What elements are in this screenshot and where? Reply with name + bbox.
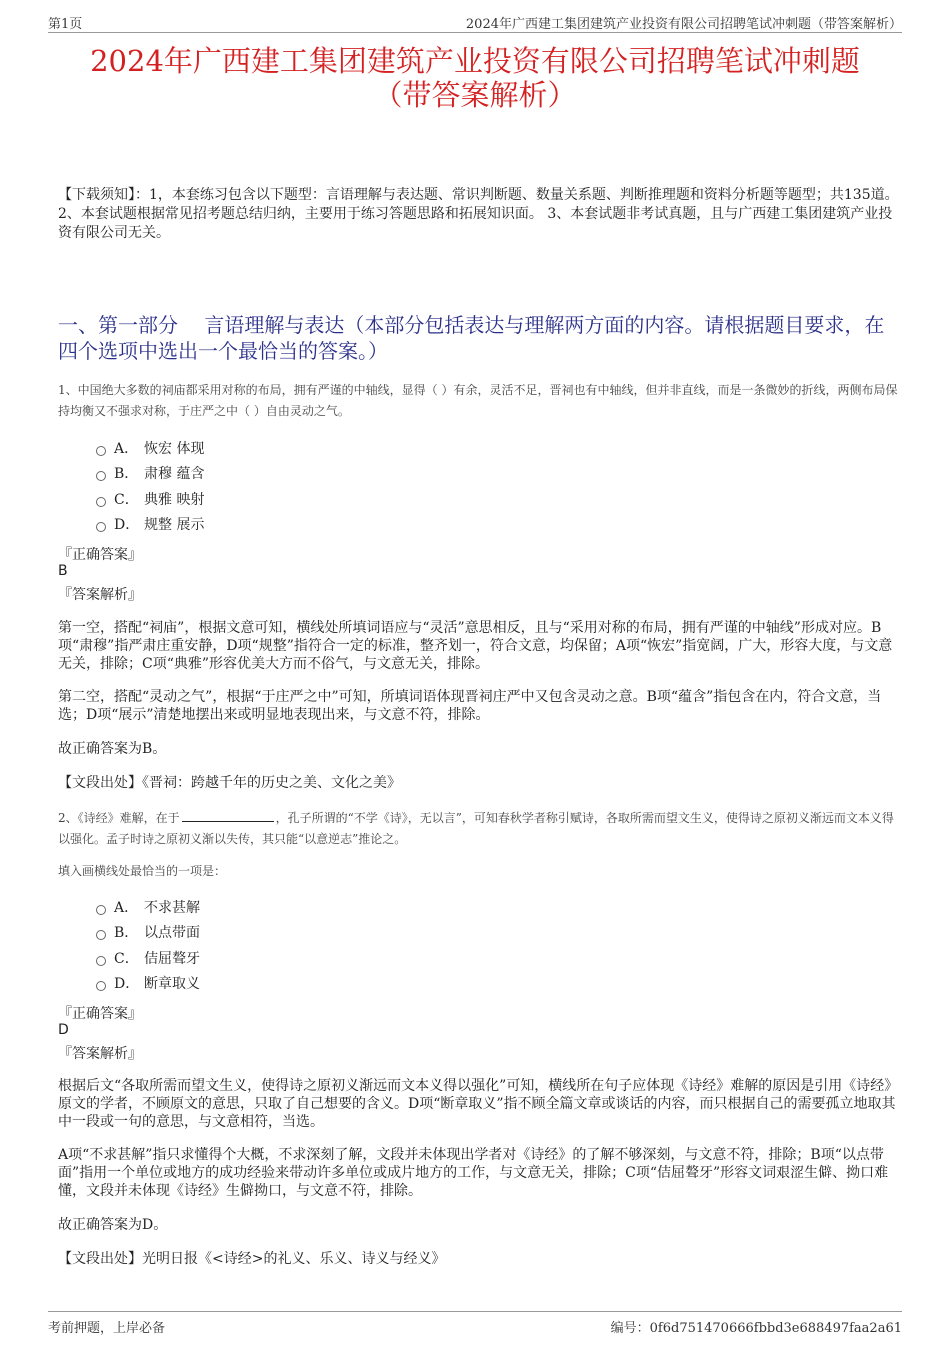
source-citation: 【文段出处】光明日报《<诗经>的礼义、乐义、诗义与经义》: [58, 1251, 446, 1267]
analysis-paragraph: A项“不求甚解”指只求懂得个大概，不求深刻了解，文段并未体现出学者对《诗经》的了解不够深刻，与文意不符，排除；B项“以点带面”指用一个单位或地方的成功经验来带动许多单位或成片地方的工作，与文意无关，排除；C项“佶屈聱牙”形容文词艰涩生僻、拗口难懂，文段并未体现《诗经》生僻拗口，与文意不符，排除。: [58, 1147, 889, 1199]
correct-answer-label: 『正确答案』: [58, 1006, 142, 1022]
analysis-paragraph: 根据后文“各取所需而望文生义，使得诗之原初义渐远而文本义得以强化”可知，横线所在句子应体现《诗经》难解的原因是引用《诗经》原文的学者，不顾原文的意思，只取了自己想要的含义。D项“断章取义”指不顾全篇文章或谈话的内容，而只根据自己的需要孤立地取其中一段或一句的意思，与文意相符，当选。: [58, 1078, 899, 1130]
answer-conclusion: 故正确答案为B。: [58, 741, 167, 757]
radio-icon[interactable]: [96, 522, 106, 532]
blank-line: [182, 809, 274, 822]
option-letter: C．: [114, 491, 139, 508]
correct-answer-label: 『正确答案』: [58, 547, 142, 563]
page-footer: [48, 1311, 902, 1342]
correct-answer: B: [58, 563, 68, 579]
radio-icon[interactable]: [96, 497, 106, 507]
option-text: 佶屈聱牙: [144, 950, 200, 967]
option-text: 规整 展示: [144, 517, 205, 534]
option-letter: D．: [114, 976, 140, 993]
question-1-options: [96, 435, 696, 537]
title-line-1: 2024年广西建工集团建筑产业投资有限公司招聘笔试冲刺题: [90, 44, 860, 78]
radio-icon[interactable]: [96, 471, 106, 481]
option-d[interactable]: [96, 512, 696, 538]
option-b[interactable]: [96, 920, 696, 946]
download-notice: 【下载须知】：1，本套练习包含以下题型：言语理解与表达题、常识判断题、数量关系题、判断推理题和资料分析题等题型；共135道。 2、本套试题根据常见招考题总结归纳，主要用于练习答题思路和拓展知识面。 3、本套试题非考试真题，且与广西建工集团建筑产业投资有限公司无关。: [58, 187, 899, 241]
radio-icon[interactable]: [96, 446, 106, 456]
question-2-text-before: 2、《诗经》难解，在于: [58, 811, 180, 825]
option-text: 典雅 映射: [144, 491, 205, 508]
option-b[interactable]: [96, 461, 696, 487]
header-title: 2024年广西建工集团建筑产业投资有限公司招聘笔试冲刺题（带答案解析）: [465, 17, 902, 32]
option-letter: C．: [114, 950, 139, 967]
title-line-2: （带答案解析）: [373, 78, 577, 112]
option-text: 不求甚解: [144, 899, 200, 916]
analysis-label: 『答案解析』: [58, 1046, 142, 1062]
page-number: 第1页: [48, 17, 83, 32]
option-a[interactable]: [96, 894, 696, 920]
option-letter: D．: [114, 517, 140, 534]
question-2-text-after: ，孔子所谓的“不学《诗》，无以言”，可知春秋学者称引赋诗，各取所需而望文生义，使得诗之原初义渐远而文本义得以强化。孟子时诗之原初义渐以失传，其只能“以意逆志”推论之。: [58, 811, 894, 846]
option-text: 肃穆 蕴含: [144, 466, 205, 483]
radio-icon[interactable]: [96, 956, 106, 966]
option-c[interactable]: [96, 486, 696, 512]
footer-slogan: 考前押题，上岸必备: [48, 1321, 166, 1336]
question-2-text: [58, 808, 903, 850]
question-1-text: 1、中国绝大多数的祠庙都采用对称的布局，拥有严谨的中轴线，显得（ ）有余，灵活不足，晋祠也有中轴线，但并非直线，而是一条微妙的折线，两侧布局保持均衡又不强求对称，于庄严之中（ ）自由灵动之气。: [58, 383, 898, 418]
option-c[interactable]: [96, 945, 696, 971]
question-2-options: [96, 894, 696, 996]
analysis-paragraph: 第二空，搭配“灵动之气”，根据“于庄严之中”可知，所填词语体现晋祠庄严中又包含灵动之意。B项“蕴含”指包含在内，符合文意，当选；D项“展示”清楚地摆出来或明显地表现出来，与文意不符，排除。: [58, 689, 882, 723]
source-citation: 【文段出处】《晋祠：跨越千年的历史之美、文化之美》: [58, 775, 401, 791]
radio-icon[interactable]: [96, 930, 106, 940]
analysis-paragraph: 第一空，搭配“祠庙”，根据文意可知，横线处所填词语应与“灵活”意思相反，且与“采用对称的布局，拥有严谨的中轴线”形成对应。B项“肃穆”指严肃庄重安静，D项“规整”指符合一定的标准，整齐划一，符合文意，均保留；A项“恢宏”指宽阔，广大，形容大度，与文意无关，排除；C项“典雅”形容优美大方而不俗气，与文意无关，排除。: [58, 620, 893, 672]
option-letter: A．: [114, 440, 139, 457]
option-a[interactable]: [96, 435, 696, 461]
correct-answer: D: [58, 1022, 69, 1038]
option-d[interactable]: [96, 971, 696, 997]
option-letter: B．: [114, 925, 139, 942]
document-id: 编号：0f6d751470666fbbd3e688497faa2a61: [610, 1321, 902, 1336]
question-2-prompt: 填入画横线处最恰当的一项是：: [58, 864, 227, 878]
section-heading: 一、第一部分 言语理解与表达（本部分包括表达与理解两方面的内容。请根据题目要求，在四个选项中选出一个最恰当的答案。）: [58, 313, 885, 363]
option-letter: A．: [114, 899, 139, 916]
answer-conclusion: 故正确答案为D。: [58, 1217, 168, 1233]
option-letter: B．: [114, 466, 139, 483]
page-header: [48, 0, 902, 33]
analysis-label: 『答案解析』: [58, 587, 142, 603]
option-text: 恢宏 体现: [144, 440, 205, 457]
radio-icon[interactable]: [96, 905, 106, 915]
document-title: [0, 44, 950, 112]
option-text: 以点带面: [144, 925, 200, 942]
radio-icon[interactable]: [96, 981, 106, 991]
option-text: 断章取义: [144, 976, 200, 993]
